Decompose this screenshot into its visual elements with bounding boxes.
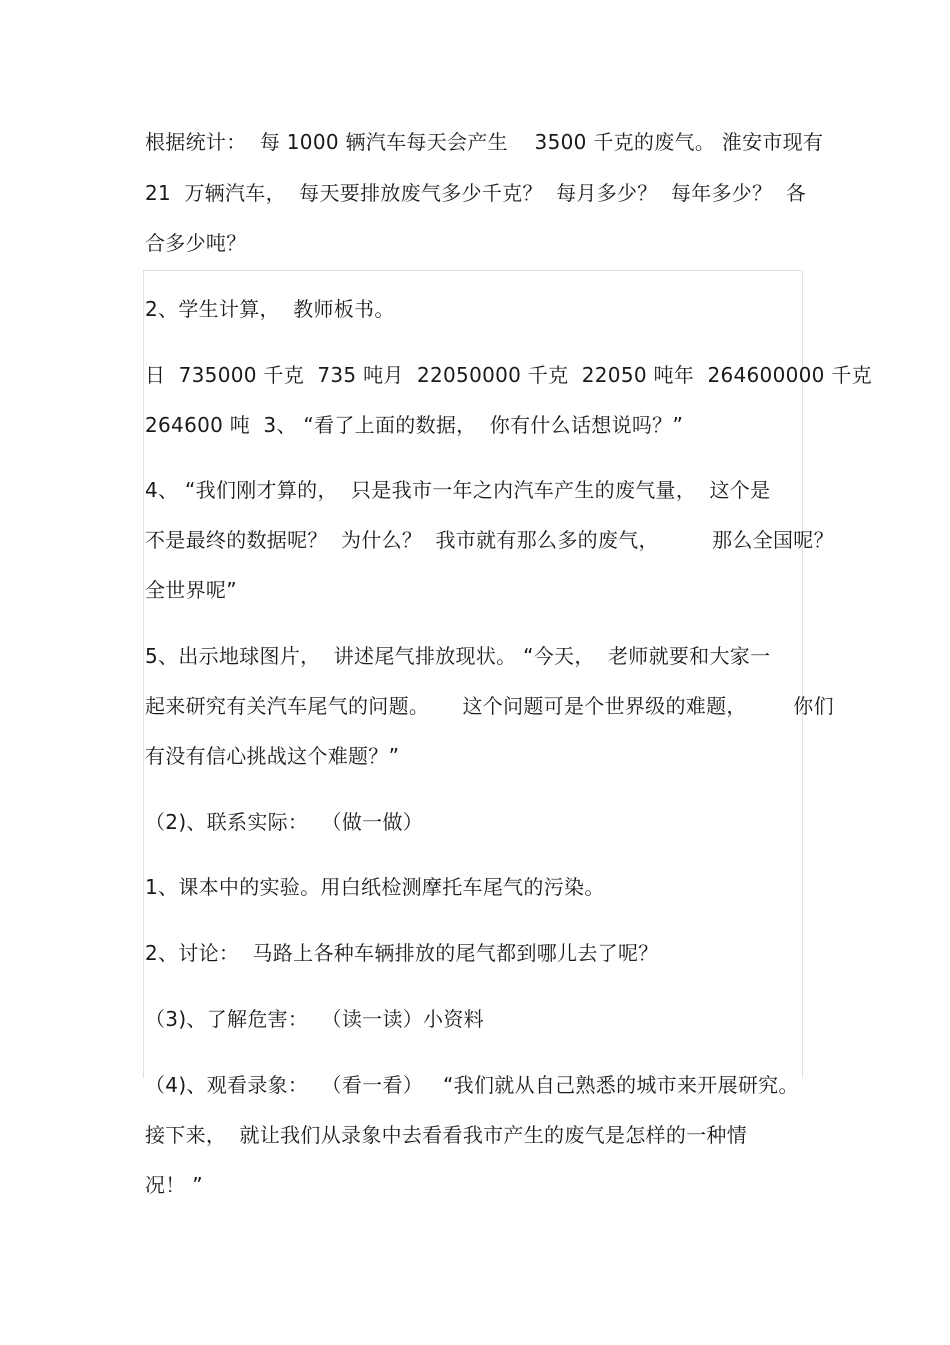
section-4-line-3: 况！ ”	[145, 1173, 203, 1197]
calculation-line-1: 日 735000 千克 735 吨月 22050000 千克 22050 吨年 264600000 千克	[145, 363, 872, 387]
step-5-line-2: 起来研究有关汽车尾气的问题。 这个问题可是个世界级的难题， 你们	[145, 694, 834, 718]
section-4-line-1: （4)、观看录象： （看一看） “我们就从自己熟悉的城市来开展研究。	[145, 1073, 799, 1097]
intro-line-2: 21 万辆汽车， 每天要排放废气多少千克？ 每月多少？ 每年多少？ 各	[145, 181, 807, 205]
step-4-line-1: 4、 “我们刚才算的， 只是我市一年之内汽车产生的废气量， 这个是	[145, 478, 771, 502]
intro-line-1: 根据统计： 每 1000 辆汽车每天会产生 3500 千克的废气。 淮安市现有	[145, 130, 824, 154]
step-5-line-3: 有没有信心挑战这个难题？”	[145, 744, 400, 768]
step-2-line: 2、学生计算， 教师板书。	[145, 297, 395, 321]
section-4-line-2: 接下来， 就让我们从录象中去看看我市产生的废气是怎样的一种情	[145, 1123, 748, 1147]
intro-line-3: 合多少吨？	[145, 231, 247, 255]
section-2-item-2: 2、讨论： 马路上各种车辆排放的尾气都到哪儿去了呢？	[145, 941, 659, 965]
section-2-title: （2)、联系实际： （做一做）	[145, 810, 424, 834]
section-3-title: （3)、了解危害： （读一读）小资料	[145, 1007, 484, 1031]
step-4-line-3: 全世界呢”	[145, 578, 237, 602]
calculation-line-2: 264600 吨 3、 “看了上面的数据， 你有什么话想说吗？”	[145, 413, 684, 437]
step-5-line-1: 5、出示地球图片， 讲述尾气排放现状。 “今天， 老师就要和大家一	[145, 644, 771, 668]
section-2-item-1: 1、课本中的实验。用白纸检测摩托车尾气的污染。	[145, 875, 605, 899]
step-4-line-2: 不是最终的数据呢？ 为什么？ 我市就有那么多的废气， 那么全国呢？	[145, 528, 834, 552]
